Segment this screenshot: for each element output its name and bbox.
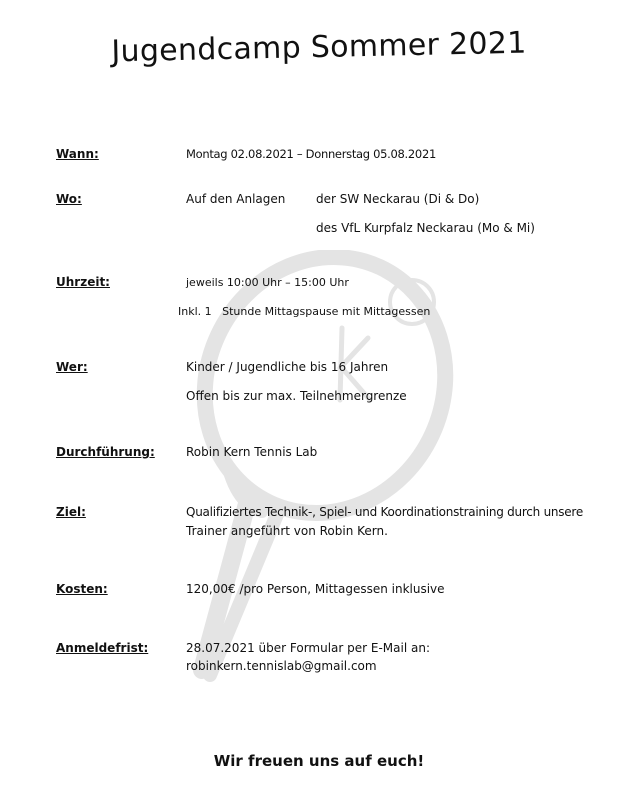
durchfuehrung-value: Robin Kern Tennis Lab (186, 445, 318, 459)
anmeldefrist-email: robinkern.tennislab@gmail.com (186, 659, 377, 673)
page-title: Jugendcamp Sommer 2021 (111, 25, 527, 70)
kosten-value: 120,00€ /pro Person, Mittagessen inklusive (186, 582, 445, 596)
uhrzeit-line-2: Inkl. 1 Stunde Mittagspause mit Mittagessen (178, 305, 431, 318)
wo-label: Wo: (56, 192, 82, 206)
uhrzeit-label: Uhrzeit: (56, 275, 110, 289)
anmeldefrist-label: Anmeldefrist: (56, 641, 149, 655)
wo-line-2: des VfL Kurpfalz Neckarau (Mo & Mi) (316, 221, 535, 235)
kosten-label: Kosten: (56, 582, 108, 596)
wer-label: Wer: (56, 360, 88, 374)
wer-line-2: Offen bis zur max. Teilnehmergrenze (186, 389, 407, 403)
wo-line-1: der SW Neckarau (Di & Do) (316, 192, 480, 206)
wann-label: Wann: (56, 147, 99, 161)
closing-message: Wir freuen uns auf euch! (213, 752, 425, 770)
anmeldefrist-line-1: 28.07.2021 über Formular per E-Mail an: (186, 641, 430, 655)
wo-prefix: Auf den Anlagen (186, 192, 286, 206)
ziel-line-1: Qualifiziertes Technik-, Spiel- und Koordinationstraining durch unsere (186, 505, 583, 519)
ziel-label: Ziel: (56, 505, 86, 519)
ziel-line-2: Trainer angeführt von Robin Kern. (186, 524, 388, 538)
wer-line-1: Kinder / Jugendliche bis 16 Jahren (186, 360, 389, 374)
durchfuehrung-label: Durchführung: (56, 445, 155, 459)
uhrzeit-line-1: jeweils 10:00 Uhr – 15:00 Uhr (186, 276, 349, 289)
wann-value: Montag 02.08.2021 – Donnerstag 05.08.2021 (186, 147, 436, 161)
